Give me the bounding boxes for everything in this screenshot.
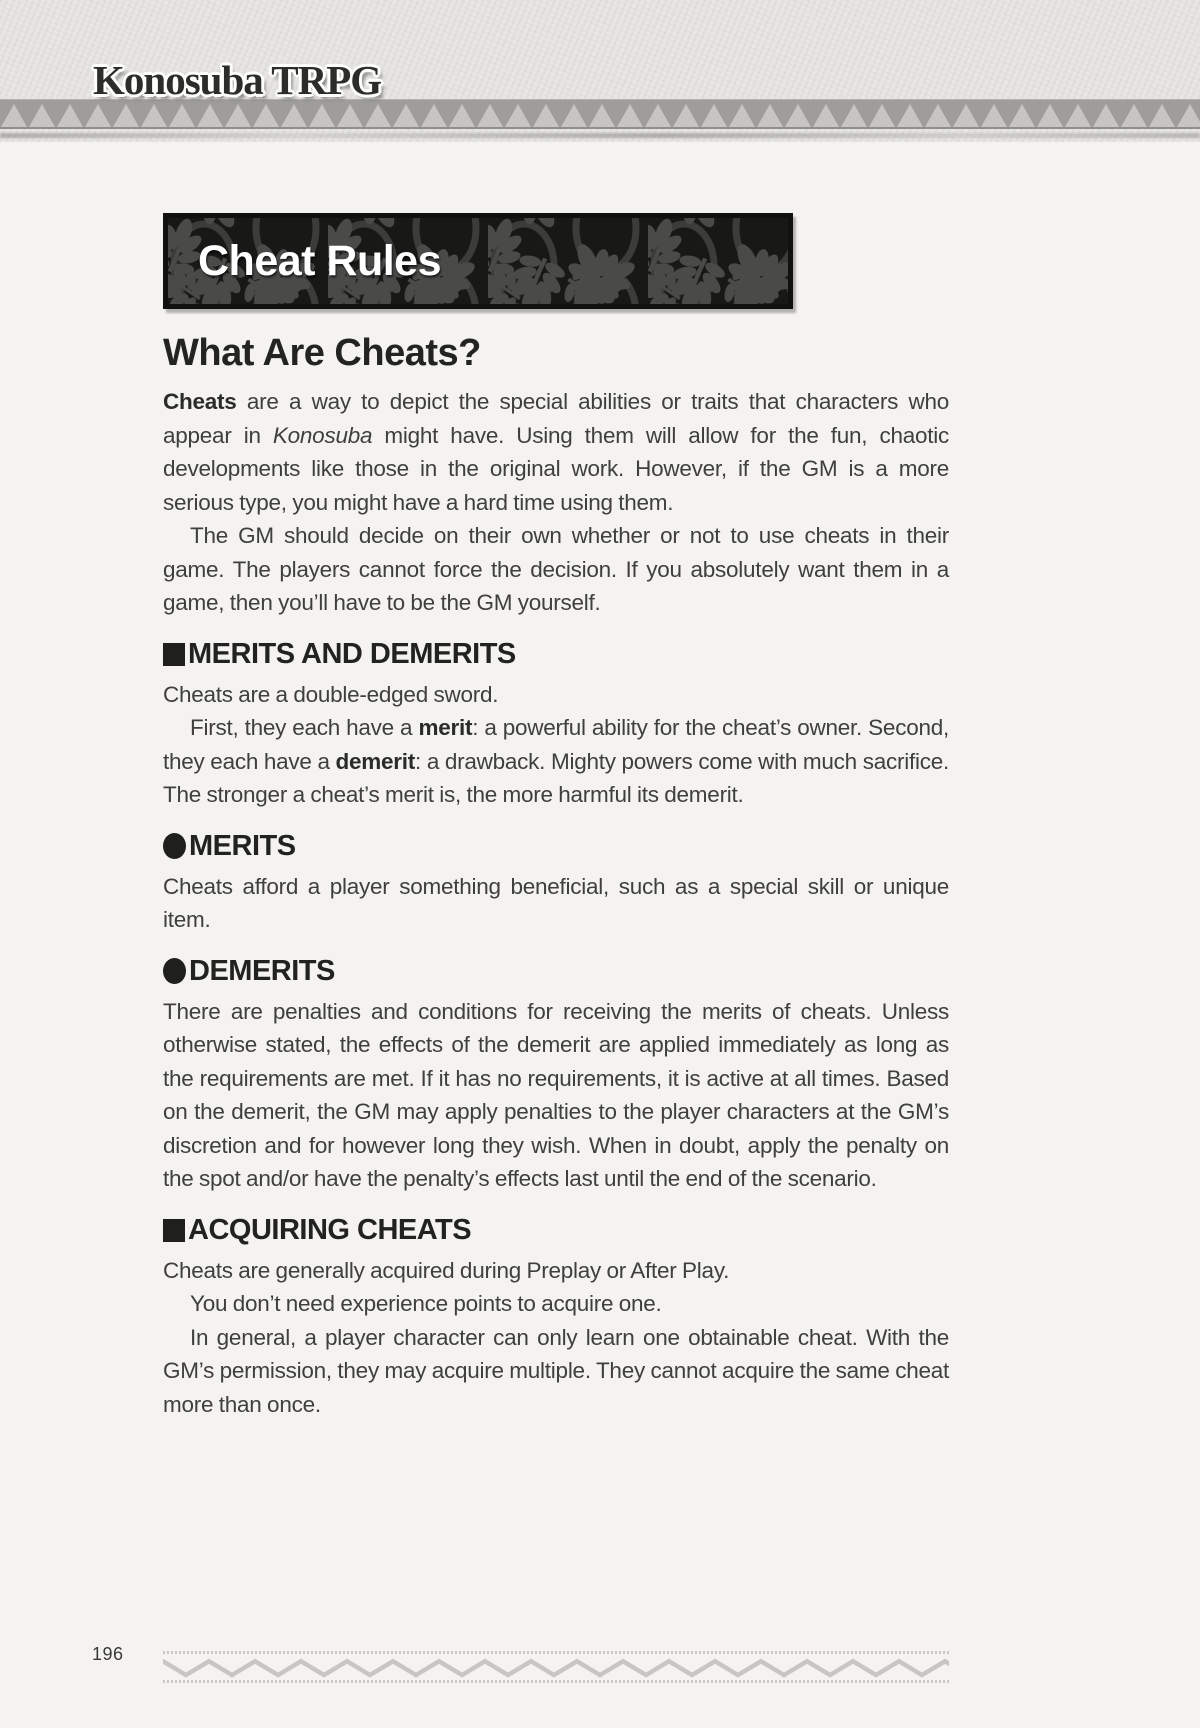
section-acquiring-cheats: [163, 1214, 949, 1422]
text-run: The GM should decide on their own whether or not to use cheats in their game. The players cannot force the decision. If you absolutely want them in a game, then you’ll have to be the GM yourself.: [163, 523, 949, 615]
section-heading: [163, 1214, 949, 1247]
section-heading-label: ACQUIRING CHEATS: [188, 1213, 472, 1246]
square-marker-icon: [163, 1219, 185, 1242]
text-run: Cheats are a double-edged sword.: [163, 681, 499, 707]
text-run: There are penalties and conditions for receiving the merits of cheats. Unless otherwise stated, the effects of the demerit are applied immediately as long as the requirements are met. If it has no requirements, it is active at all times. Based on the demerit, the GM may apply penalties to the player characters at the GM’s discretion and for however long they wish. When in doubt, apply the penalty on the spot and/or have the penalty’s effects last until the end of the scenario.: [163, 998, 949, 1191]
section-heading-label: What Are Cheats?: [163, 332, 481, 374]
circle-marker-icon: [163, 833, 186, 859]
section-merits-and-demerits: [163, 638, 949, 812]
paragraph: [163, 711, 949, 812]
text-run: might have. Using them will allow for the fun, chaotic developments like those in the original work. However, if the GM is a more serious type, you might have a hard time using them.: [163, 422, 949, 515]
paragraph: [163, 678, 949, 712]
text-run: In general, a player character can only learn one obtainable cheat. With the GM’s permission, they may acquire multiple. They cannot acquire the same cheat more than once.: [163, 1324, 949, 1417]
header-divider-smudge: [0, 133, 1200, 138]
text-run: Cheats: [163, 389, 237, 414]
content-column: [163, 332, 949, 1421]
paragraph: [163, 385, 949, 519]
section-banner: [163, 213, 793, 309]
triangle-pattern-icon: [0, 100, 1200, 127]
text-run: Konosuba: [272, 422, 373, 448]
text-run: merit: [418, 715, 473, 740]
header-paper-strip: [0, 0, 1200, 142]
section-heading: [163, 955, 949, 988]
section-heading-label: DEMERITS: [189, 954, 335, 987]
paragraph: [163, 519, 949, 620]
text-run: : a drawback. Mighty powers come with much sacrifice. The stronger a cheat’s merit is, the more harmful its demerit.: [163, 748, 949, 807]
footer-zigzag-icon: [163, 1651, 949, 1683]
text-run: First, they each have a: [190, 715, 419, 740]
text-run: Cheats afford a player something beneficial, such as a special skill or unique item.: [163, 873, 949, 932]
section-demerits: [163, 955, 949, 1196]
section-heading: [163, 332, 949, 375]
banner-title: Cheat Rules: [198, 236, 442, 285]
page-number: 196: [92, 1644, 124, 1664]
section-heading: [163, 638, 949, 671]
paragraph: [163, 1287, 949, 1321]
text-run: : a powerful ability for the cheat’s owner. Second, they each have a: [163, 715, 949, 774]
circle-marker-icon: [163, 958, 186, 984]
section-merits: [163, 830, 949, 937]
square-marker-icon: [163, 643, 185, 666]
text-run: are a way to depict the special abilities or traits that characters who appear in: [163, 389, 949, 448]
paragraph: [163, 1321, 949, 1422]
paragraph: [163, 995, 949, 1196]
section-heading-label: MERITS AND DEMERITS: [188, 637, 516, 670]
text-run: demerit: [335, 748, 416, 774]
paragraph: [163, 1254, 949, 1288]
zigzag-pattern-icon: [163, 1654, 949, 1680]
section-what-are-cheats: [163, 332, 949, 620]
page-header-title: Konosuba TRPG: [93, 57, 382, 103]
text-run: Cheats are generally acquired during Preplay or After Play.: [163, 1257, 730, 1283]
section-heading: [163, 830, 949, 863]
footer-dotted-line-icon: [163, 1680, 949, 1683]
text-run: You don’t need experience points to acquire one.: [190, 1291, 662, 1316]
paragraph: [163, 870, 949, 937]
section-heading-label: MERITS: [189, 829, 296, 862]
